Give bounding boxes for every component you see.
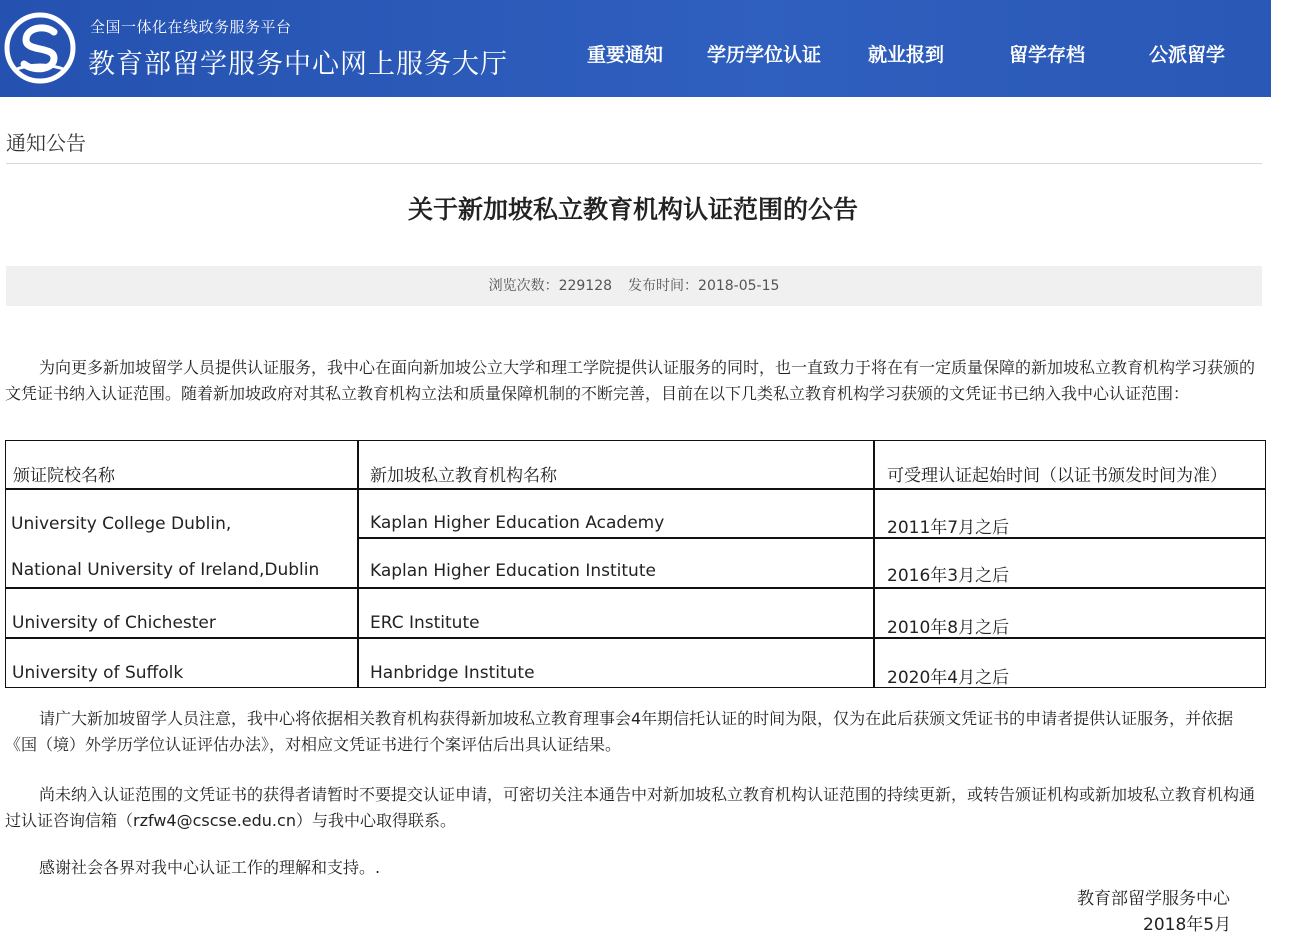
main-nav bbox=[0, 0, 1271, 97]
table-cell-institution: Kaplan Higher Education Academy bbox=[357, 488, 875, 539]
site-title[interactable]: 教育部留学服务中心网上服务大厅 bbox=[88, 49, 508, 80]
table-cell-awarding: University of Suffolk bbox=[5, 638, 359, 688]
certification-table bbox=[5, 440, 1266, 688]
note-paragraph-2: 尚未纳入认证范围的文凭证书的获得者请暂时不要提交认证申请，可密切关注本通告中对新加坡私立教育机构认证范围的持续更新，或转告颁证机构或新加坡私立教育机构通过认证咨询信箱（rzfw4@cscse.edu.cn）与我中心取得联系。 bbox=[5, 785, 1256, 830]
table-header-cell: 颁证院校名称 bbox=[5, 440, 359, 490]
nav-study-archive[interactable]: 留学存档 bbox=[1009, 44, 1086, 66]
table-cell-date: 2010年8月之后 bbox=[873, 588, 1266, 638]
divider bbox=[6, 163, 1262, 164]
nav-state-sponsored[interactable]: 公派留学 bbox=[1149, 44, 1226, 66]
platform-name: 全国一体化在线政务服务平台 bbox=[90, 18, 292, 36]
table-header-cell: 新加坡私立教育机构名称 bbox=[357, 440, 875, 490]
intro-paragraph: 为向更多新加坡留学人员提供认证服务，我中心在面向新加坡公立大学和理工学院提供认证服务的同时，也一直致力于将在有一定质量保障的新加坡私立教育机构学习获颁的文凭证书纳入认证范围。随着新加坡政府对其私立教育机构立法和质量保障机制的不断完善，目前在以下几类私立教育机构学习获颁的文凭证书已纳入我中心认证范围： bbox=[5, 358, 1256, 403]
table-cell-awarding: University College Dublin, National University of Ireland,Dublin bbox=[5, 488, 359, 588]
article-title: 关于新加坡私立教育机构认证范围的公告 bbox=[407, 195, 858, 224]
nav-important-notices[interactable]: 重要通知 bbox=[587, 44, 664, 66]
view-count: 浏览次数：229128 bbox=[488, 278, 613, 294]
publish-date: 发布时间：2018-05-15 bbox=[628, 278, 780, 294]
table-cell-institution: Kaplan Higher Education Institute bbox=[357, 537, 875, 588]
note-paragraph-1: 请广大新加坡留学人员注意，我中心将依据相关教育机构获得新加坡私立教育理事会4年期信托认证的时间为限，仅为在此后获颁文凭证书的申请者提供认证服务，并依据《国（境）外学历学位认证评估办法》，对相应文凭证书进行个案评估后出具认证结果。 bbox=[5, 709, 1234, 754]
table-cell-awarding: University of Chichester bbox=[5, 588, 359, 638]
table-cell-date: 2016年3月之后 bbox=[873, 537, 1266, 588]
thanks-paragraph: 感谢社会各界对我中心认证工作的理解和支持。. bbox=[39, 858, 381, 877]
section-title: 通知公告 bbox=[6, 131, 86, 155]
signature-org: 教育部留学服务中心 bbox=[1077, 889, 1230, 909]
article-meta bbox=[6, 266, 1262, 306]
signature-date: 2018年5月 bbox=[1143, 915, 1232, 935]
nav-employment-report[interactable]: 就业报到 bbox=[868, 44, 945, 66]
table-cell-institution: ERC Institute bbox=[357, 588, 875, 638]
table-cell-date: 2011年7月之后 bbox=[873, 488, 1266, 539]
table-header-cell: 可受理认证起始时间（以证书颁发时间为准） bbox=[873, 440, 1266, 490]
table-cell-date: 2020年4月之后 bbox=[873, 638, 1266, 688]
table-cell-institution: Hanbridge Institute bbox=[357, 638, 875, 688]
nav-degree-verification[interactable]: 学历学位认证 bbox=[707, 44, 822, 66]
site-header bbox=[0, 0, 1271, 97]
